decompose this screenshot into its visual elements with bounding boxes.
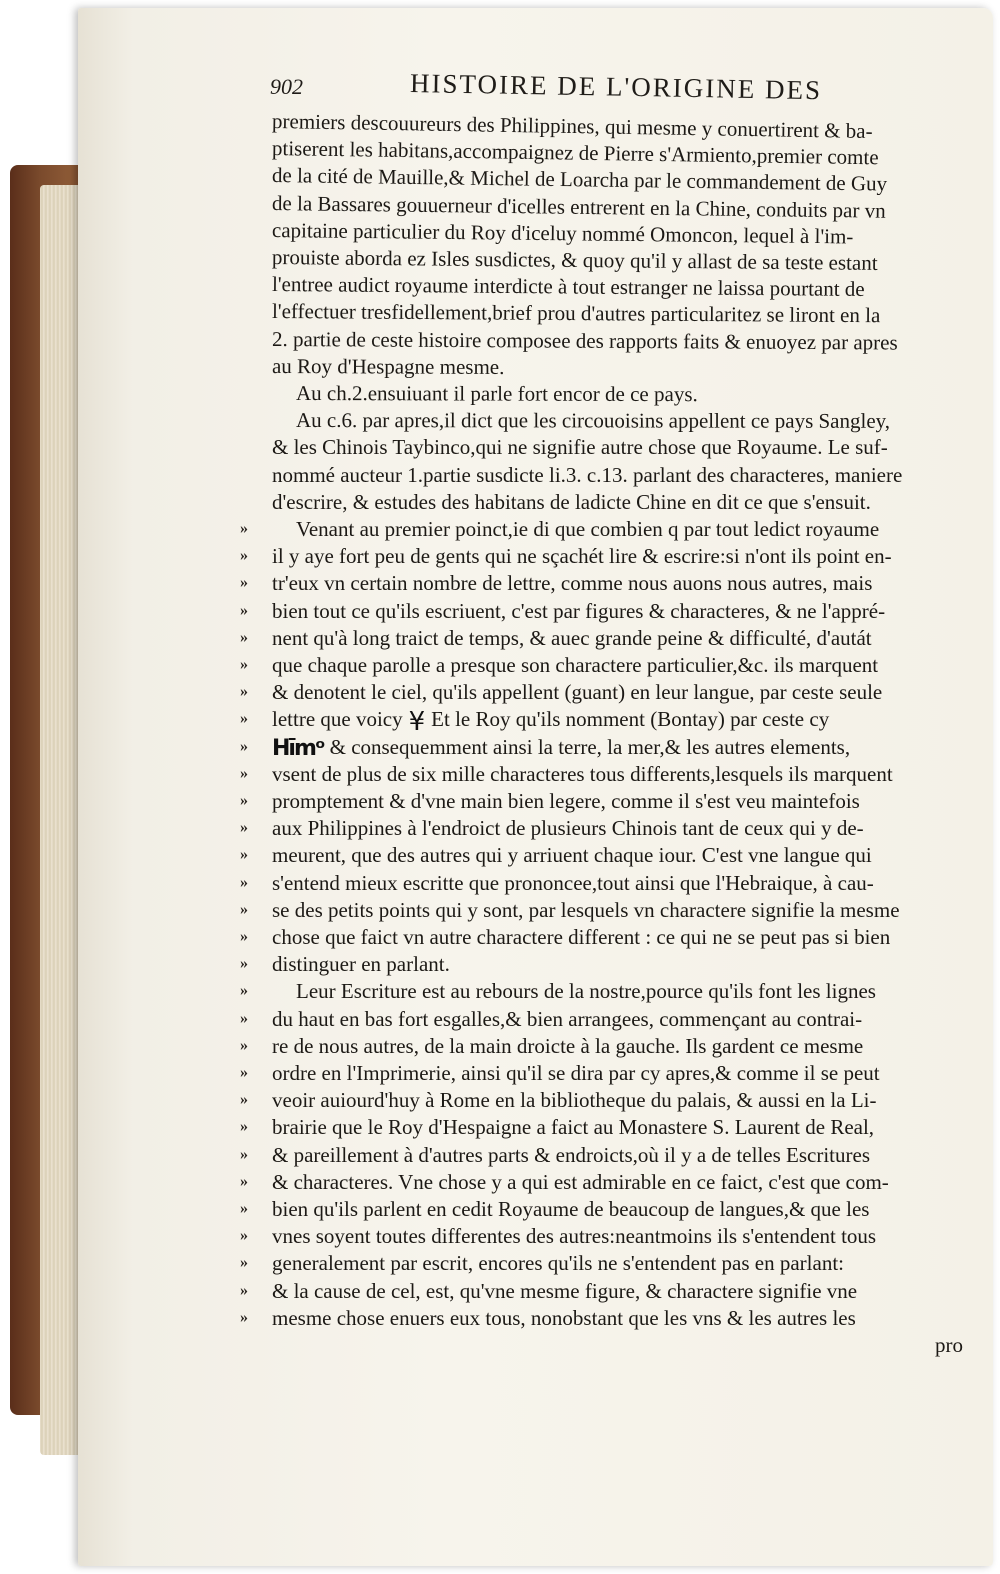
page-number: 902 <box>270 74 303 99</box>
line-text: prouiste aborda ez Isles susdictes, & quoy qu'il y allast de sa teste estant <box>271 245 878 275</box>
quotation-marker: » <box>240 683 248 701</box>
text-line <box>272 489 871 515</box>
quotation-marker: » <box>240 1281 248 1299</box>
line-text: du haut en bas fort esgalles,& bien arrangees, commençant au contrai- <box>272 1006 863 1031</box>
text-line <box>240 679 883 705</box>
text-line <box>272 271 865 302</box>
quotation-marker: » <box>240 547 248 565</box>
line-text: veoir auiourd'huy à Rome en la bibliotheque du palais, & aussi en la Li- <box>272 1088 877 1113</box>
text-line <box>240 1087 877 1113</box>
line-text: Au c.6. par apres,il dict que les circouoisins appellent ce pays Sangley, <box>295 408 891 434</box>
text-line <box>240 1223 877 1249</box>
line-text: l'entree audict royaume interdicte à tout estranger ne laissa pourtant de <box>271 272 865 302</box>
text-line <box>272 298 880 328</box>
line-text: aux Philippines à l'endroict de plusieurs Chinois tant de ceux qui y de- <box>272 816 864 841</box>
text-line <box>240 1196 870 1222</box>
quotation-marker: » <box>240 955 248 973</box>
text-line <box>240 1033 864 1059</box>
text-line <box>272 462 902 488</box>
line-text: chose que faict vn autre charactere different : ce qui ne se peut pas si bien <box>272 925 891 949</box>
text-line <box>272 326 898 355</box>
line-text: se des petits points qui y sont, par lesquels vn charactere signifie la mesme <box>272 897 900 922</box>
line-text: tr'eux vn certain nombre de lettre, comme nous auons nous autres, mais <box>272 571 873 596</box>
quotation-marker: » <box>240 1145 248 1163</box>
quotation-marker: » <box>240 792 248 809</box>
text-line <box>240 1114 875 1140</box>
quotation-marker: » <box>240 1009 248 1027</box>
line-text: de la Bassares gouuerneur d'icelles entrerent en la Chine, conduits par vn <box>271 190 886 223</box>
line-text: & denotent le ciel, qu'ils appellent (guant) en leur langue, par ceste seule <box>272 680 883 705</box>
text-line <box>240 1169 889 1195</box>
text-line <box>296 407 890 434</box>
text-line <box>240 543 892 569</box>
quotation-marker: » <box>240 710 248 728</box>
line-text: de la cité de Mauille,& Michel de Loarcha par le commandement de Guy <box>271 163 888 196</box>
line-text-after: & consequemment ainsi la terre, la mer,& les autres elements, <box>329 734 851 759</box>
line-text: distinguer en parlant. <box>272 952 450 977</box>
quotation-marker: » <box>240 1091 248 1109</box>
text-line <box>240 570 873 596</box>
line-text: d'escrire, & estudes des habitans de ladicte Chine en dit ce que s'ensuit. <box>272 489 871 514</box>
line-text: premiers descouureurs des Philippines, qui mesme y conuertirent & ba- <box>271 109 873 144</box>
line-text: au Roy d'Hespagne mesme. <box>271 353 505 379</box>
line-text: promptement & d'vne main bien legere, comme il s'est veu maintefois <box>272 789 860 813</box>
line-text: capitaine particulier du Roy d'iceluy nommé Omoncon, lequel à l'im- <box>271 217 854 249</box>
text-line <box>240 1006 863 1032</box>
quotation-marker: » <box>240 928 248 945</box>
text-line <box>240 706 830 737</box>
line-text: Leur Escriture est au rebours de la nostre,pource qu'ils font les lignes <box>296 979 876 1004</box>
line-text: Au ch.2.ensuiuant il parle fort encor de ce pays. <box>295 381 698 407</box>
quotation-marker: » <box>240 1036 248 1054</box>
line-text: & characteres. Vne chose y a qui est admirable en ce faict, c'est que com- <box>272 1169 889 1194</box>
line-text: generalement par escrit, encores qu'ils ne s'entendent pas en parlant: <box>272 1251 845 1276</box>
quotation-marker: » <box>240 873 248 891</box>
text-line <box>240 1060 880 1086</box>
chinese-character-glyph: ¥ <box>408 706 426 737</box>
quotation-marker: » <box>240 1118 248 1136</box>
text-line <box>240 1142 871 1168</box>
text-line <box>296 380 698 407</box>
line-text: & les Chinois Taybinco,qui ne signifie autre chose que Royaume. Le suf- <box>272 435 888 460</box>
line-text: s'entend mieux escritte que prononcee,tout ainsi que l'Hebraique, à cau- <box>272 870 874 895</box>
text-line <box>240 788 860 814</box>
quotation-marker: » <box>240 1308 248 1326</box>
quotation-marker: » <box>240 1172 248 1190</box>
text-line <box>240 734 851 762</box>
chinese-character-glyph: Hīmᵒ <box>272 735 324 761</box>
text-line <box>240 1278 858 1304</box>
text-line <box>272 434 888 460</box>
line-text: ptiserent les habitans,accompaignez de Pierre s'Armiento,premier comte <box>271 136 879 170</box>
text-line <box>240 625 872 651</box>
line-text: bien qu'ils parlent en cedit Royaume de beaucoup de langues,& que les <box>272 1197 870 1221</box>
quotation-marker: » <box>240 846 248 864</box>
text-line <box>240 761 893 787</box>
quotation-marker: » <box>240 1200 248 1217</box>
quotation-marker: » <box>240 764 248 782</box>
quotation-marker: » <box>240 601 248 619</box>
line-text: vnes soyent toutes differentes des autres:neantmoins ils s'entendent tous <box>272 1224 877 1249</box>
line-text-after: Et le Roy qu'ils nomment (Bontay) par ceste cy <box>431 707 830 732</box>
text-line <box>240 516 880 542</box>
text-line <box>240 924 891 950</box>
line-text: vsent de plus de six mille characteres tous differents,lesquels ils marquent <box>272 761 893 786</box>
text-line <box>240 652 879 678</box>
quotation-marker: » <box>240 1227 248 1245</box>
line-text: nent qu'à long traict de temps, & auec grande peine & difficulté, d'autát <box>272 625 872 650</box>
line-text: bien tout ce qu'ils escriuent, c'est par figures & characteres, & ne l'appré- <box>272 598 886 623</box>
running-title: HISTOIRE DE L'ORIGINE DES <box>409 68 823 106</box>
line-text-before: lettre que voicy <box>272 707 403 732</box>
text-line <box>240 815 864 841</box>
line-text: il y aye fort peu de gents qui ne sçachét lire & escrire:si n'ont ils point en- <box>272 544 892 569</box>
line-text: nommé aucteur 1.partie susdicte li.3. c.13. parlant des characteres, maniere <box>272 462 903 487</box>
quotation-marker: » <box>240 1254 248 1272</box>
text-line <box>240 1305 856 1331</box>
text-line <box>240 951 450 977</box>
text-line <box>240 842 872 868</box>
line-text: brairie que le Roy d'Hespaigne a faict au Monastere S. Laurent de Real, <box>272 1115 875 1140</box>
quotation-marker: » <box>240 819 248 837</box>
quotation-marker: » <box>240 900 248 918</box>
quotation-marker: » <box>240 1064 248 1081</box>
quotation-marker: » <box>240 574 248 592</box>
text-line <box>240 978 876 1004</box>
line-text: mesme chose enuers eux tous, nonobstant que les vns & les autres les <box>272 1305 856 1330</box>
line-text: l'effectuer tresfidellement,brief prou d'autres particularitez se liront en la <box>271 299 881 328</box>
text-line <box>272 353 505 380</box>
text-line <box>240 897 900 923</box>
line-text: Venant au premier poinct,ie di que combien q par tout ledict royaume <box>296 517 880 541</box>
text-line <box>240 1250 845 1276</box>
quotation-marker: » <box>240 628 248 646</box>
line-text: meurent, que des autres qui y arriuent chaque iour. C'est vne langue qui <box>272 843 872 868</box>
quotation-marker: » <box>240 982 248 1000</box>
line-text: & la cause de cel, est, qu'vne mesme figure, & charactere signifie vne <box>272 1278 858 1303</box>
line-text: re de nous autres, de la main droicte à la gauche. Ils gardent ce mesme <box>272 1033 864 1058</box>
line-text: & pareillement à d'autres parts & endroicts,où il y a de telles Escritures <box>272 1142 871 1167</box>
quotation-marker: » <box>240 520 248 537</box>
quotation-marker: » <box>240 656 248 673</box>
quotation-marker: » <box>240 737 248 755</box>
line-text: ordre en l'Imprimerie, ainsi qu'il se dira par cy apres,& comme il se peut <box>272 1061 880 1085</box>
text-line <box>240 870 874 896</box>
line-text: que chaque parolle a presque son charactere particulier,&c. ils marquent <box>272 653 879 677</box>
catchword <box>935 1332 963 1358</box>
text-line <box>240 598 886 624</box>
line-text: pro <box>935 1333 963 1357</box>
line-text: 2. partie de ceste histoire composee des rapports faits & enuoyez par apres <box>271 326 898 355</box>
